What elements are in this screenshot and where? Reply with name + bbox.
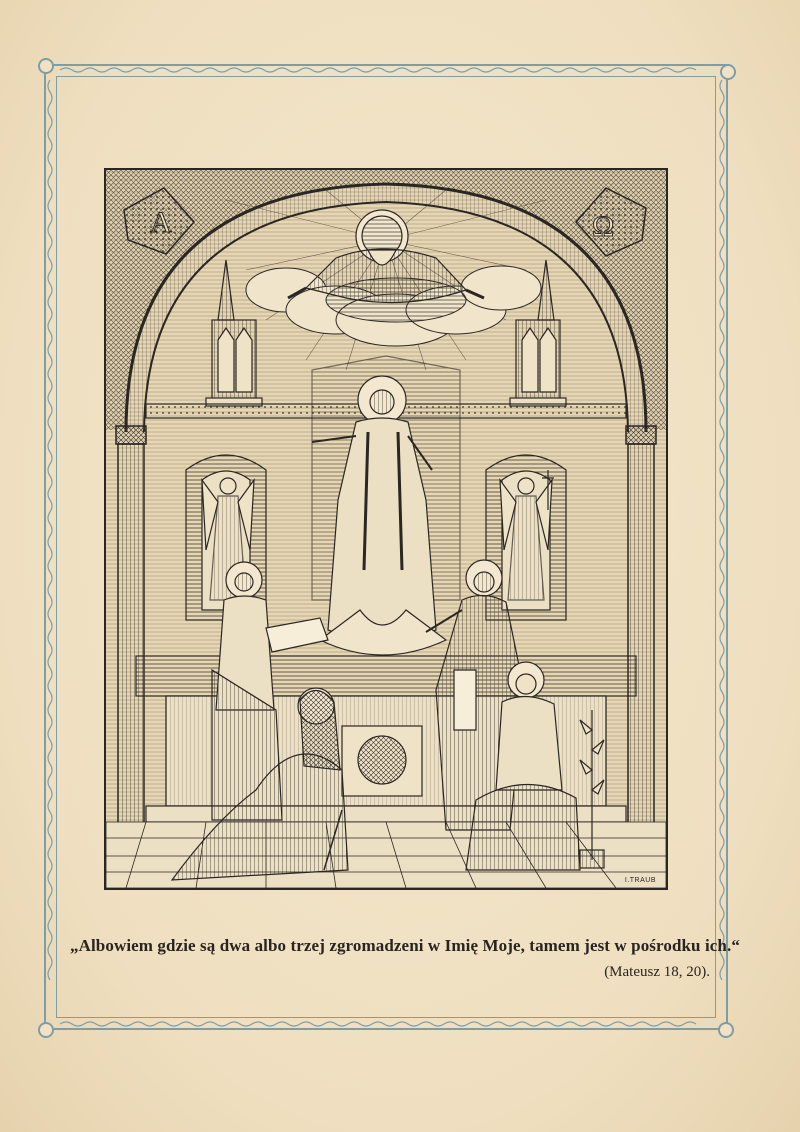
scripture-citation: (Mateusz 18, 20). (604, 964, 710, 980)
right-angel-niche (486, 455, 566, 620)
engraver-signature: I.TRAUB (624, 877, 656, 884)
scripture-quote: „Albowiem gdzie są dwa albo trzej zgromadzeni w Imię Moje, tamem jest w pośrodku ich.“ (70, 936, 740, 955)
svg-text:A: A (150, 206, 172, 239)
altar-engraving (104, 168, 668, 890)
svg-text:Ω: Ω (592, 210, 615, 243)
